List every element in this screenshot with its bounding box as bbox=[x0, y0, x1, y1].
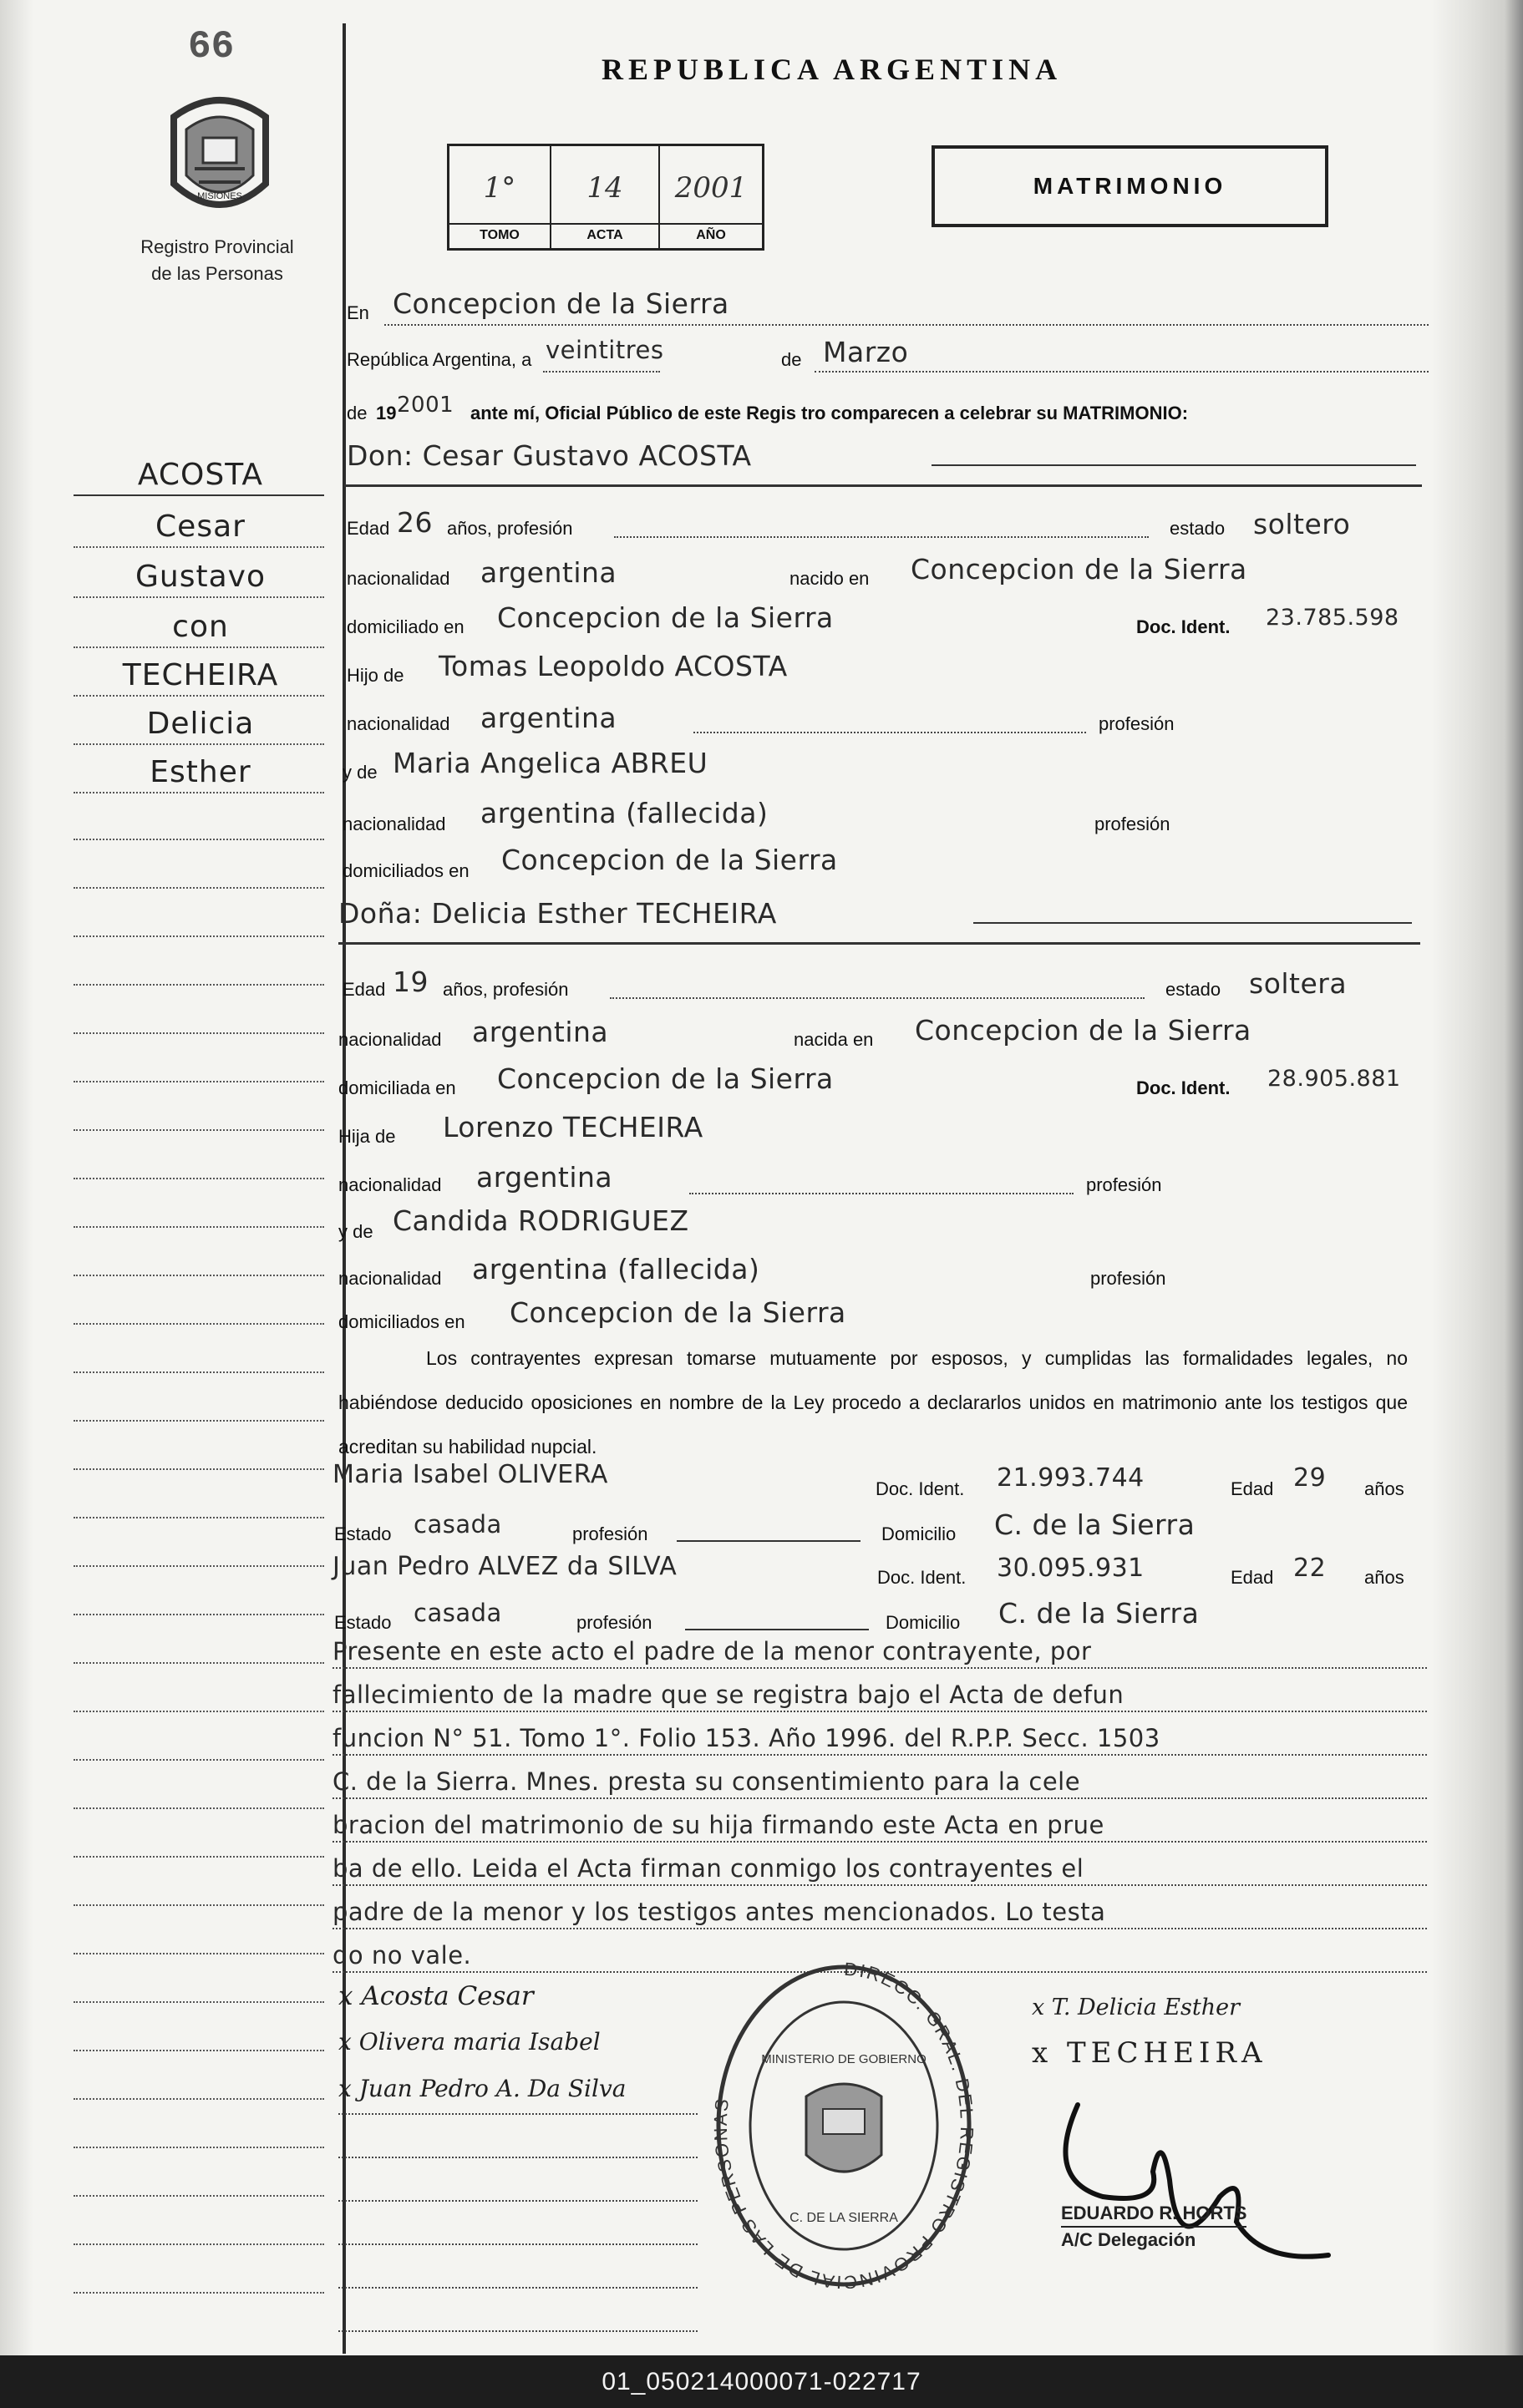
acta-cell bbox=[550, 146, 658, 248]
section-divider bbox=[344, 484, 1422, 487]
fill-line bbox=[610, 997, 1145, 999]
groom-father: Tomas Leopoldo ACOSTA bbox=[439, 650, 788, 682]
sidebar-rule bbox=[74, 1614, 324, 1615]
bride-domicile: Concepcion de la Sierra bbox=[497, 1062, 834, 1095]
note-line: Presente en este acto el padre de la menor contrayente, por bbox=[333, 1637, 1427, 1669]
year-value: 2001 bbox=[397, 393, 454, 418]
edad-label: Edad bbox=[343, 979, 386, 1000]
svg-text:MISIONES: MISIONES bbox=[197, 191, 242, 201]
note-line: C. de la Sierra. Mnes. presta su consentimiento para la cele bbox=[333, 1767, 1427, 1799]
doms-label: domiciliados en bbox=[338, 1311, 465, 1332]
tomo-cell bbox=[449, 146, 550, 248]
dom-label: domiciliado en bbox=[347, 616, 465, 637]
witness1-doc: 21.993.744 bbox=[997, 1463, 1145, 1493]
prof-label: profesión bbox=[1094, 814, 1170, 834]
bride-name: Doña: Delicia Esther TECHEIRA bbox=[338, 897, 777, 930]
nac-label: nacionalidad bbox=[338, 1029, 442, 1050]
nac-label: nacionalidad bbox=[338, 1174, 442, 1195]
prof-label: profesión bbox=[1099, 713, 1175, 734]
fill-line bbox=[338, 2200, 698, 2202]
anos-prof-label: años, profesión bbox=[443, 979, 569, 1000]
bride-birthplace: Concepcion de la Sierra bbox=[915, 1014, 1251, 1047]
sidebar-rule bbox=[74, 1275, 324, 1276]
witness2-domicile: C. de la Sierra bbox=[998, 1597, 1200, 1630]
sidebar-surname1: ACOSTA bbox=[137, 458, 264, 492]
place-value: Concepcion de la Sierra bbox=[393, 287, 729, 320]
stamp-coat-of-arms-icon bbox=[806, 2084, 881, 2172]
registry-name bbox=[113, 234, 322, 287]
tomo-label: TOMO bbox=[449, 223, 550, 243]
signature-witness2: x Juan Pedro A. Da Silva bbox=[338, 2075, 627, 2102]
fill-line bbox=[338, 2157, 698, 2158]
de-label: de bbox=[781, 349, 802, 370]
sidebar-rule bbox=[74, 1759, 324, 1761]
estado-label: Estado bbox=[334, 1523, 392, 1544]
estado-label: Estado bbox=[334, 1612, 392, 1633]
sidebar-rule bbox=[74, 1420, 324, 1422]
witness2-estado: casada bbox=[414, 1599, 502, 1627]
groom-parents-domicile: Concepcion de la Sierra bbox=[501, 844, 838, 876]
note-line: do no vale. bbox=[333, 1941, 1427, 1973]
reference-box bbox=[447, 144, 764, 251]
yde-label: y de bbox=[343, 762, 378, 783]
bride-mother: Candida RODRIGUEZ bbox=[393, 1204, 689, 1237]
year-prefix: 19 bbox=[376, 403, 397, 423]
sidebar-rule bbox=[74, 984, 324, 986]
fill-line bbox=[677, 1540, 860, 1542]
sidebar-rule bbox=[74, 2243, 324, 2245]
sidebar-rule bbox=[74, 1565, 324, 1567]
sidebar-rule bbox=[74, 1129, 324, 1131]
nac-label: nacionalidad bbox=[343, 814, 446, 834]
signature-witness1: x Olivera maria Isabel bbox=[338, 2028, 601, 2056]
sidebar-rule bbox=[74, 743, 324, 745]
page-shadow-left bbox=[0, 0, 33, 2355]
fill-line bbox=[338, 2113, 698, 2115]
stamp-bottom-text: C. DE LA SIERRA bbox=[789, 2211, 898, 2225]
ano-cell bbox=[658, 146, 762, 248]
fill-line bbox=[384, 324, 1429, 326]
hija-label: Hija de bbox=[338, 1126, 396, 1147]
edad-label: Edad bbox=[1231, 1478, 1274, 1499]
note-line: bracion del matrimonio de su hija firmando este Acta en prue bbox=[333, 1811, 1427, 1843]
fill-line bbox=[932, 464, 1416, 466]
sidebar-rule bbox=[74, 2147, 324, 2148]
prof-label: profesión bbox=[1086, 1174, 1162, 1195]
sidebar-rule bbox=[74, 1856, 324, 1858]
coat-of-arms-icon bbox=[157, 92, 282, 217]
fill-line bbox=[543, 371, 660, 373]
sidebar-name1b: Gustavo bbox=[135, 560, 266, 594]
sidebar-rule bbox=[74, 1323, 324, 1325]
fill-line bbox=[685, 1629, 869, 1630]
bride-father: Lorenzo TECHEIRA bbox=[443, 1111, 703, 1143]
doc-label: Doc. Ident. bbox=[876, 1478, 965, 1499]
sidebar-rule bbox=[74, 839, 324, 840]
anos-label: años bbox=[1364, 1567, 1404, 1588]
sidebar-rule bbox=[74, 1517, 324, 1518]
nac-label: nacionalidad bbox=[347, 568, 450, 589]
fill-line bbox=[614, 536, 1149, 538]
groom-mother-nat: argentina (fallecida) bbox=[480, 797, 769, 829]
sidebar-name2a: Delicia bbox=[146, 707, 255, 741]
witness2-name: Juan Pedro ALVEZ da SILVA bbox=[333, 1552, 678, 1581]
official-stamp bbox=[706, 1954, 982, 2289]
sidebar-rule bbox=[74, 646, 324, 648]
fill-line bbox=[338, 2330, 698, 2332]
sidebar-rule bbox=[74, 2195, 324, 2197]
sidebar-rule bbox=[74, 1468, 324, 1470]
sidebar-rule bbox=[74, 2050, 324, 2051]
estado-label: estado bbox=[1165, 979, 1221, 1000]
edad-label: Edad bbox=[347, 518, 390, 539]
sidebar-rule bbox=[74, 596, 324, 598]
sidebar-surname2: TECHEIRA bbox=[122, 658, 279, 692]
scan-footer-id: 01_050214000071-022717 bbox=[0, 2355, 1523, 2408]
doms-label: domiciliados en bbox=[343, 860, 470, 881]
nac-label: nacionalidad bbox=[338, 1268, 442, 1289]
declaration-text: Los contrayentes expresan tomarse mutuamente por esposos, y cumplidas las formalidades legales, no habiéndose deducido oposiciones en nombre de la Ley procedo a declararlos unidos en matrimonio ante los testigos que acreditan su habilidad nupcial. bbox=[338, 1347, 1408, 1457]
republica-label: República Argentina, a bbox=[347, 349, 532, 370]
note-line: padre de la menor y los testigos antes mencionados. Lo testa bbox=[333, 1898, 1427, 1929]
witness1-domicile: C. de la Sierra bbox=[994, 1508, 1196, 1541]
witness2-age: 22 bbox=[1293, 1554, 1327, 1583]
sidebar-rule bbox=[74, 2098, 324, 2100]
note-line: ba de ello. Leida el Acta firman conmigo los contrayentes el bbox=[333, 1854, 1427, 1886]
folio-number: 66 bbox=[188, 25, 235, 68]
witness1-name: Maria Isabel OLIVERA bbox=[333, 1460, 608, 1489]
sidebar-rule bbox=[74, 935, 324, 937]
day-value: veintitres bbox=[546, 336, 664, 364]
bride-estado: soltera bbox=[1249, 967, 1348, 1000]
estado-label: estado bbox=[1170, 518, 1226, 539]
sidebar-rule bbox=[74, 1371, 324, 1373]
bride-age: 19 bbox=[393, 966, 429, 998]
bride-doc: 28.905.881 bbox=[1267, 1066, 1401, 1092]
sidebar-rule bbox=[74, 546, 324, 548]
sidebar-rule bbox=[74, 1226, 324, 1228]
doc-label: Doc. Ident. bbox=[1136, 616, 1231, 637]
ano-value: 2001 bbox=[674, 171, 748, 205]
prof-label: profesión bbox=[1090, 1268, 1166, 1289]
anos-prof-label: años, profesión bbox=[447, 518, 573, 539]
sidebar-rule bbox=[74, 792, 324, 793]
sidebar-name2b: Esther bbox=[150, 755, 251, 789]
fill-line bbox=[338, 2287, 698, 2289]
en-label: En bbox=[347, 302, 369, 323]
sidebar-conj: con bbox=[172, 610, 229, 644]
sidebar-rule bbox=[74, 1662, 324, 1664]
groom-mother: Maria Angelica ABREU bbox=[393, 747, 708, 779]
nacida-label: nacida en bbox=[794, 1029, 874, 1050]
acta-label: ACTA bbox=[551, 223, 658, 243]
groom-estado: soltero bbox=[1253, 508, 1351, 540]
ano-label: AÑO bbox=[660, 223, 762, 243]
sidebar-rule bbox=[74, 1953, 324, 1954]
anos-label: años bbox=[1364, 1478, 1404, 1499]
month-value: Marzo bbox=[823, 336, 909, 368]
nacido-label: nacido en bbox=[789, 568, 870, 589]
sidebar-rule bbox=[74, 2292, 324, 2294]
groom-birthplace: Concepcion de la Sierra bbox=[911, 553, 1247, 586]
fill-line bbox=[338, 2243, 698, 2245]
signature-groom: x Acosta Cesar bbox=[338, 1981, 534, 2011]
hijo-label: Hijo de bbox=[347, 665, 404, 686]
section-divider bbox=[338, 942, 1420, 945]
dom-label: domiciliada en bbox=[338, 1077, 456, 1098]
dom-label: Domicilio bbox=[881, 1523, 957, 1544]
officer-block bbox=[1061, 2201, 1246, 2253]
acta-value: 14 bbox=[586, 171, 623, 205]
note-line: fallecimiento de la madre que se registra bajo el Acta de defun bbox=[333, 1681, 1427, 1712]
witness2-doc: 30.095.931 bbox=[997, 1554, 1145, 1583]
dom-label: Domicilio bbox=[886, 1612, 961, 1633]
sidebar-rule bbox=[74, 887, 324, 889]
country-heading: REPUBLICA ARGENTINA bbox=[602, 53, 1063, 86]
officer-name: EDUARDO R. HORTS bbox=[1061, 2201, 1246, 2228]
fill-line bbox=[693, 732, 1086, 733]
doc-label: Doc. Ident. bbox=[877, 1567, 967, 1588]
officer-role: A/C Delegación bbox=[1061, 2229, 1196, 2250]
fill-line bbox=[689, 1193, 1074, 1194]
sidebar-rule bbox=[74, 1904, 324, 1906]
sidebar-rule bbox=[74, 2001, 324, 2003]
sidebar-name1a: Cesar bbox=[155, 509, 246, 544]
groom-name: Don: Cesar Gustavo ACOSTA bbox=[347, 439, 752, 472]
nac-label: nacionalidad bbox=[347, 713, 450, 734]
edad-label: Edad bbox=[1231, 1567, 1274, 1588]
sidebar-rule bbox=[74, 695, 324, 697]
page-shadow-right bbox=[1431, 0, 1523, 2355]
stamp-ring-text: DIRECC. GRAL. DEL REGISTRO PROVINCIAL DE LAS PERSONAS bbox=[709, 1958, 978, 2289]
prof-label: profesión bbox=[576, 1612, 652, 1633]
signature-bride: x T. Delicia Esther bbox=[1032, 1995, 1241, 2020]
bride-nationality: argentina bbox=[472, 1016, 609, 1048]
groom-domicile: Concepcion de la Sierra bbox=[497, 601, 834, 634]
groom-father-nat: argentina bbox=[480, 702, 617, 734]
witness1-estado: casada bbox=[414, 1510, 502, 1539]
note-line: funcion N° 51. Tomo 1°. Folio 153. Año 1996. del R.P.P. Secc. 1503 bbox=[333, 1724, 1427, 1756]
groom-nationality: argentina bbox=[480, 556, 617, 589]
sidebar-rule bbox=[74, 1807, 324, 1809]
bride-father-nat: argentina bbox=[476, 1161, 613, 1194]
sidebar-rule bbox=[74, 1178, 324, 1179]
prof-label: profesión bbox=[572, 1523, 648, 1544]
groom-age: 26 bbox=[397, 506, 433, 539]
sidebar-rule bbox=[74, 494, 324, 496]
witness1-age: 29 bbox=[1293, 1463, 1327, 1493]
bride-mother-nat: argentina (fallecida) bbox=[472, 1253, 760, 1285]
signature-bride-surname: x TECHEIRA bbox=[1032, 2036, 1267, 2070]
de-label: de bbox=[347, 403, 368, 423]
tomo-value: 1° bbox=[483, 171, 516, 205]
intro-text: ante mí, Oficial Público de este Regis tro comparecen a celebrar su MATRIMONIO: bbox=[470, 403, 1189, 423]
sidebar-rule bbox=[74, 1032, 324, 1034]
fill-line bbox=[815, 371, 1429, 373]
registry-line2: de las Personas bbox=[151, 263, 283, 284]
yde-label: y de bbox=[338, 1221, 373, 1242]
fill-line bbox=[973, 922, 1412, 924]
sidebar-rule bbox=[74, 1081, 324, 1082]
officer-signature-scrawl bbox=[1044, 2080, 1362, 2289]
sidebar-rule bbox=[74, 1711, 324, 1712]
stamp-inner-text: MINISTERIO DE GOBIERNO bbox=[761, 2052, 926, 2066]
doc-label: Doc. Ident. bbox=[1136, 1077, 1231, 1098]
bride-parents-domicile: Concepcion de la Sierra bbox=[510, 1296, 846, 1329]
registry-line1: Registro Provincial bbox=[140, 236, 294, 257]
record-type-box: MATRIMONIO bbox=[932, 145, 1328, 227]
groom-doc: 23.785.598 bbox=[1266, 605, 1399, 631]
